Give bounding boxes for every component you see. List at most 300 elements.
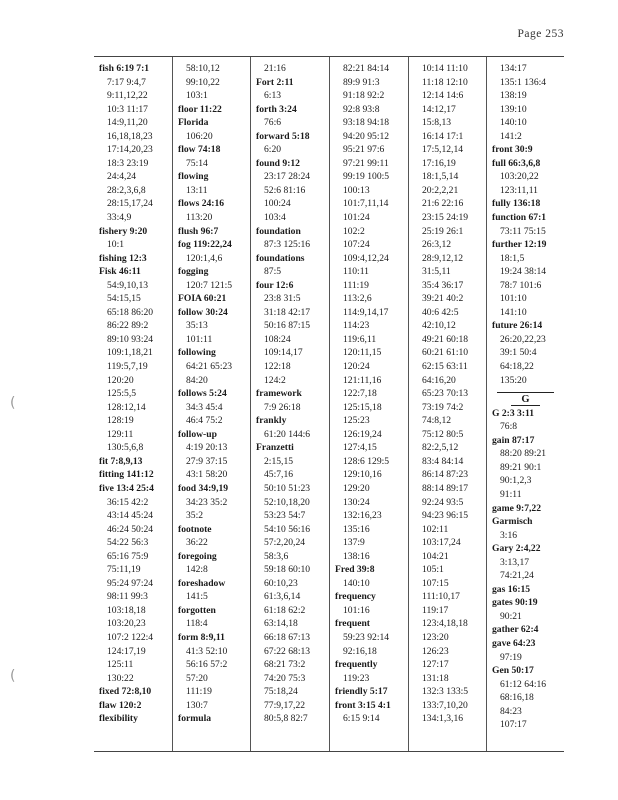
index-reference: 99:10,22 <box>186 76 220 88</box>
index-reference: 76:8 <box>500 421 518 433</box>
punch-hole-mark: ( <box>10 395 16 411</box>
index-term: flush 96:7 <box>178 225 219 237</box>
index-reference: 53:23 54:7 <box>264 510 306 522</box>
index-reference: 123:4,18,18 <box>422 618 468 630</box>
index-reference: 84:23 <box>500 705 522 717</box>
index-term: Gen 50:17 <box>492 665 534 677</box>
index-reference: 75:12 80:5 <box>422 428 464 440</box>
index-reference: 73:11 75:15 <box>500 225 546 237</box>
index-reference: 103:20,22 <box>500 171 539 183</box>
index-term: form 8:9,11 <box>178 631 225 643</box>
index-reference: 35:13 <box>186 320 208 332</box>
index-reference: 124:2 <box>264 374 286 386</box>
index-term: footnote <box>178 523 212 535</box>
index-reference: 52:6 81:16 <box>264 184 306 196</box>
index-reference: 6:15 9:14 <box>343 713 380 725</box>
index-reference: 105:1 <box>422 564 444 576</box>
index-reference: 100:13 <box>343 184 370 196</box>
index-reference: 128:12,14 <box>107 401 146 413</box>
index-reference: 65:18 86:20 <box>107 306 154 318</box>
index-reference: 20:2,2,21 <box>422 184 459 196</box>
index-reference: 50:16 87:15 <box>264 320 311 332</box>
index-reference: 118:4 <box>186 618 208 630</box>
index-reference: 139:10 <box>500 103 527 115</box>
index-reference: 100:24 <box>264 198 291 210</box>
index-reference: 87:5 <box>264 266 282 278</box>
index-reference: 103:4 <box>264 212 286 224</box>
index-reference: 90:1,2,3 <box>500 475 532 487</box>
index-reference: 119:5,7,19 <box>107 361 148 373</box>
index-reference: 91:18 92:2 <box>343 90 385 102</box>
index-reference: 25:19 26:1 <box>422 225 464 237</box>
index-reference: 18:1,5 <box>500 252 525 264</box>
index-reference: 88:14 89:17 <box>422 482 469 494</box>
index-reference: 103:20,23 <box>107 618 146 630</box>
index-reference: 59:18 60:10 <box>264 564 311 576</box>
index-reference: 23:15 24:19 <box>422 212 469 224</box>
index-reference: 50:10 51:23 <box>264 482 311 494</box>
index-term: frequent <box>335 618 370 630</box>
index-term: FOIA 60:21 <box>178 293 227 305</box>
index-reference: 120:11,15 <box>343 347 382 359</box>
index-term: forward 5:18 <box>256 130 310 142</box>
index-term: frequency <box>335 591 376 603</box>
index-term: frankly <box>256 415 287 427</box>
index-reference: 74:8,12 <box>422 415 452 427</box>
index-reference: 91:11 <box>500 488 522 500</box>
index-term: foreshadow <box>178 577 226 589</box>
index-reference: 54:15,15 <box>107 293 141 305</box>
index-term: gather 62:4 <box>492 624 539 636</box>
index-reference: 125:11 <box>107 659 134 671</box>
index-term: full 66:3,6,8 <box>492 157 541 169</box>
index-term: framework <box>256 388 302 400</box>
index-reference: 39:21 40:2 <box>422 293 464 305</box>
index-reference: 10:1 <box>107 239 125 251</box>
index-reference: 57:2,20,24 <box>264 537 306 549</box>
index-reference: 102:11 <box>422 523 449 535</box>
index-reference: 2:15,15 <box>264 455 294 467</box>
index-term: follow 30:24 <box>178 306 228 318</box>
index-reference: 46:24 50:24 <box>107 523 154 535</box>
index-reference: 21:16 <box>264 63 286 74</box>
index-reference: 107:17 <box>500 719 527 731</box>
index-reference: 132:3 133:5 <box>422 686 469 698</box>
index-reference: 68:16,18 <box>500 692 534 704</box>
index-term: fishery 9:20 <box>99 225 148 237</box>
index-term: flows 24:16 <box>178 198 225 210</box>
index-reference: 87:3 125:16 <box>264 239 311 251</box>
index-reference: 110:11 <box>343 266 369 278</box>
index-reference: 83:4 84:14 <box>422 455 464 467</box>
index-reference: 3:13,17 <box>500 556 530 568</box>
index-reference: 109:14,17 <box>264 347 303 359</box>
index-reference: 138:19 <box>500 90 527 102</box>
index-reference: 92:24 93:5 <box>422 496 464 508</box>
index-reference: 49:21 60:18 <box>422 333 469 345</box>
index-reference: 129:20 <box>343 482 370 494</box>
index-reference: 67:22 68:13 <box>264 645 311 657</box>
section-letter <box>487 393 564 407</box>
index-reference: 74:20 75:3 <box>264 672 306 684</box>
index-reference: 33:4,9 <box>107 212 132 224</box>
index-reference: 74:21,24 <box>500 570 534 582</box>
index-reference: 60:10,23 <box>264 577 298 589</box>
index-term: follows 5:24 <box>178 388 227 400</box>
index-reference: 61:3,6,14 <box>264 591 301 603</box>
index-reference: 103:18,18 <box>107 604 146 616</box>
index-reference: 54:22 56:3 <box>107 537 149 549</box>
index-reference: 119:17 <box>422 604 449 616</box>
index-reference: 140:10 <box>343 577 370 589</box>
index-reference: 64:16,20 <box>422 374 456 386</box>
index-term: found 9:12 <box>256 157 300 169</box>
index-reference: 17:5,12,14 <box>422 144 464 156</box>
index-reference: 109:1,18,21 <box>107 347 153 359</box>
index-reference: 23:17 28:24 <box>264 171 311 183</box>
index-term: Franzetti <box>256 442 294 454</box>
index-reference: 141:5 <box>186 591 208 603</box>
index-reference: 76:6 <box>264 117 282 129</box>
index-reference: 58:3,6 <box>264 550 289 562</box>
section-divider <box>487 387 564 393</box>
index-term: future 26:14 <box>492 320 543 332</box>
index-reference: 35:4 36:17 <box>422 279 464 291</box>
index-reference: 92:8 93:8 <box>343 103 380 115</box>
index-reference: 54:9,10,13 <box>107 279 149 291</box>
index-reference: 114:9,14,17 <box>343 306 389 318</box>
index-reference: 40:6 42:5 <box>422 306 459 318</box>
index-reference: 7:17 9:4,7 <box>107 76 146 88</box>
index-term: Fred 39:8 <box>335 564 375 576</box>
index-reference: 64:18,22 <box>500 361 534 373</box>
index-reference: 19:24 38:14 <box>500 266 547 278</box>
index-reference: 3:16 <box>500 529 518 541</box>
index-reference: 75:14 <box>186 157 208 169</box>
index-term: fully 136:18 <box>492 198 541 210</box>
index-reference: 61:20 144:6 <box>264 428 311 440</box>
index-reference: 120:1,4,6 <box>186 252 223 264</box>
index-reference: 16,18,18,23 <box>107 130 153 142</box>
index-reference: 56:16 57:2 <box>186 659 228 671</box>
index-reference: 77:9,17,22 <box>264 699 306 711</box>
index-reference: 95:24 97:24 <box>107 577 154 589</box>
punch-hole-mark: ( <box>10 668 16 684</box>
index-term: five 13:4 25:4 <box>99 482 154 494</box>
index-reference: 111:19 <box>186 686 212 698</box>
index-reference: 86:14 87:23 <box>422 469 469 481</box>
index-term: following <box>178 347 216 359</box>
index-term: Gary 2:4,22 <box>492 543 541 555</box>
index-reference: 35:2 <box>186 510 204 522</box>
index-reference: 107:15 <box>422 577 449 589</box>
index-reference: 73:19 74:2 <box>422 401 464 413</box>
index-reference: 64:21 65:23 <box>186 361 233 373</box>
index-term: frequently <box>335 659 378 671</box>
index-reference: 24:4,24 <box>107 171 137 183</box>
index-reference: 94:20 95:12 <box>343 130 390 142</box>
index-reference: 10:3 11:17 <box>107 103 148 115</box>
index-reference: 130:5,6,8 <box>107 442 144 454</box>
index-reference: 111:10,17 <box>422 591 460 603</box>
index-reference: 52:10,18,20 <box>264 496 310 508</box>
index-reference: 9:11,12,22 <box>107 90 148 102</box>
index-reference: 39:1 50:4 <box>500 347 537 359</box>
index-term: fishing 12:3 <box>99 252 147 264</box>
index-reference: 122:18 <box>264 361 291 373</box>
index-term: fixed 72:8,10 <box>99 686 152 698</box>
index-term: Fort 2:11 <box>256 76 294 88</box>
index-reference: 135:16 <box>343 523 370 535</box>
index-term: flaw 120:2 <box>99 699 142 711</box>
index-reference: 113:2,6 <box>343 293 372 305</box>
index-reference: 14:9,11,20 <box>107 117 148 129</box>
index-reference: 124:17,19 <box>107 645 146 657</box>
index-reference: 11:18 12:10 <box>422 76 468 88</box>
page-number: Page 253 <box>517 28 564 40</box>
index-reference: 126:23 <box>422 645 449 657</box>
index-reference: 140:10 <box>500 117 527 129</box>
index-reference: 80:5,8 82:7 <box>264 713 308 725</box>
index-term: forth 3:24 <box>256 103 297 115</box>
index-term: fitting 141:12 <box>99 469 154 481</box>
index-term: front 30:9 <box>492 144 533 156</box>
index-reference: 18:3 23:19 <box>107 157 149 169</box>
index-reference: 62:15 63:11 <box>422 361 468 373</box>
index-reference: 36:15 42:2 <box>107 496 149 508</box>
index-reference: 99:19 100:5 <box>343 171 390 183</box>
index-reference: 101:16 <box>343 604 370 616</box>
index-reference: 132:16,23 <box>343 510 382 522</box>
index-reference: 101:10 <box>500 293 527 305</box>
index-reference: 89:21 90:1 <box>500 461 542 473</box>
index-reference: 84:20 <box>186 374 208 386</box>
index-reference: 31:5,11 <box>422 266 451 278</box>
index-term: gates 90:19 <box>492 597 538 609</box>
index-reference: 92:16,18 <box>343 645 377 657</box>
index-reference: 12:14 14:6 <box>422 90 464 102</box>
index-reference: 108:24 <box>264 333 291 345</box>
index-reference: 101:24 <box>343 212 370 224</box>
index-reference: 61:18 62:2 <box>264 604 306 616</box>
index-column-2 <box>172 57 250 751</box>
index-term: front 3:15 4:1 <box>335 699 391 711</box>
index-reference: 125:15,18 <box>343 401 382 413</box>
index-reference: 135:1 136:4 <box>500 76 547 88</box>
index-term: forgotten <box>178 604 216 616</box>
index-reference: 46:4 75:2 <box>186 415 223 427</box>
index-reference: 26:3,12 <box>422 239 452 251</box>
index-reference: 43:1 58:20 <box>186 469 228 481</box>
index-reference: 127:4,15 <box>343 442 377 454</box>
index-reference: 34:3 45:4 <box>186 401 223 413</box>
index-term: flow 74:18 <box>178 144 221 156</box>
index-term: flexibility <box>99 713 138 725</box>
index-reference: 137:9 <box>343 537 365 549</box>
index-reference: 111:19 <box>343 279 369 291</box>
index-reference: 78:7 101:6 <box>500 279 542 291</box>
index-term: further 12:19 <box>492 239 547 251</box>
index-reference: 34:23 35:2 <box>186 496 228 508</box>
index-reference: 42:10,12 <box>422 320 456 332</box>
index-reference: 75:18,24 <box>264 686 298 698</box>
index-reference: 101:7,11,14 <box>343 198 389 210</box>
index-reference: 28:15,17,24 <box>107 198 153 210</box>
index-reference: 127:17 <box>422 659 449 671</box>
index-term: food 34:9,19 <box>178 482 229 494</box>
index-reference: 134:1,3,16 <box>422 713 464 725</box>
index-reference: 130:22 <box>107 672 134 684</box>
index-reference: 130:24 <box>343 496 370 508</box>
index-reference: 16:14 17:1 <box>422 130 464 142</box>
index-reference: 102:2 <box>343 225 365 237</box>
index-reference: 26:20,22,23 <box>500 333 546 345</box>
word-index <box>94 56 564 752</box>
index-term: fogging <box>178 266 209 278</box>
index-reference: 58:10,12 <box>186 63 220 74</box>
index-reference: 93:18 94:18 <box>343 117 390 129</box>
index-reference: 135:20 <box>500 374 527 386</box>
index-term: fit 7:8,9,13 <box>99 455 143 467</box>
index-reference: 97:19 <box>500 651 522 663</box>
index-reference: 36:22 <box>186 537 208 549</box>
index-reference: 126:19,24 <box>343 428 382 440</box>
index-reference: 23:8 31:5 <box>264 293 301 305</box>
index-reference: 6:20 <box>264 144 282 156</box>
index-reference: 114:23 <box>343 320 370 332</box>
index-reference: 122:7,18 <box>343 388 377 400</box>
index-reference: 68:21 73:2 <box>264 659 306 671</box>
index-reference: 121:11,16 <box>343 374 382 386</box>
index-reference: 86:22 89:2 <box>107 320 149 332</box>
index-term: flowing <box>178 171 209 183</box>
index-column-4 <box>329 57 408 751</box>
index-reference: 97:21 99:11 <box>343 157 389 169</box>
index-reference: 125:5,5 <box>107 388 137 400</box>
index-column-3 <box>250 57 329 751</box>
index-reference: 103:1 <box>186 90 208 102</box>
section-letter-text: G <box>511 394 539 406</box>
index-reference: 90:21 <box>500 610 522 622</box>
index-reference: 17:16,19 <box>422 157 456 169</box>
index-term: game 9:7,22 <box>492 502 542 514</box>
index-reference: 13:11 <box>186 184 208 196</box>
index-reference: 6:13 <box>264 90 282 102</box>
index-reference: 57:20 <box>186 672 208 684</box>
index-column-1 <box>94 57 172 751</box>
index-term: friendly 5:17 <box>335 686 388 698</box>
index-reference: 120:7 121:5 <box>186 279 233 291</box>
index-reference: 120:20 <box>107 374 134 386</box>
index-reference: 54:10 56:16 <box>264 523 311 535</box>
index-reference: 60:21 61:10 <box>422 347 469 359</box>
index-reference: 89:10 93:24 <box>107 333 154 345</box>
index-reference: 59:23 92:14 <box>343 631 390 643</box>
index-reference: 14:12,17 <box>422 103 456 115</box>
index-reference: 31:18 42:17 <box>264 306 311 318</box>
index-reference: 95:21 97:6 <box>343 144 385 156</box>
index-reference: 109:4,12,24 <box>343 252 389 264</box>
index-reference: 21:6 22:16 <box>422 198 464 210</box>
index-reference: 107:2 122:4 <box>107 631 154 643</box>
index-reference: 65:16 75:9 <box>107 550 149 562</box>
index-reference: 130:7 <box>186 699 208 711</box>
index-column-6 <box>486 57 564 751</box>
index-reference: 125:23 <box>343 415 370 427</box>
index-reference: 107:24 <box>343 239 370 251</box>
index-reference: 134:17 <box>500 63 527 74</box>
index-reference: 88:20 89:21 <box>500 448 547 460</box>
index-reference: 63:14,18 <box>264 618 298 630</box>
index-term: Florida <box>178 117 209 129</box>
index-reference: 98:11 99:3 <box>107 591 148 603</box>
index-reference: 123:11,11 <box>500 184 538 196</box>
index-reference: 129:11 <box>107 428 134 440</box>
index-reference: 4:19 20:13 <box>186 442 228 454</box>
index-reference: 61:12 64:16 <box>500 678 547 690</box>
index-term: gas 16:15 <box>492 583 531 595</box>
index-term: foundations <box>256 252 305 264</box>
index-reference: 17:14,20,23 <box>107 144 153 156</box>
index-reference: 119:23 <box>343 672 370 684</box>
index-term: foregoing <box>178 550 217 562</box>
index-term: four 12:6 <box>256 279 294 291</box>
index-reference: 82:2,5,12 <box>422 442 459 454</box>
index-reference: 75:11,19 <box>107 564 141 576</box>
index-term: Fisk 46:11 <box>99 266 141 278</box>
index-reference: 41:3 52:10 <box>186 645 228 657</box>
index-term: gave 64:23 <box>492 637 536 649</box>
index-column-5 <box>408 57 486 751</box>
index-term: foundation <box>256 225 301 237</box>
index-reference: 82:21 84:14 <box>343 63 390 74</box>
index-reference: 141:10 <box>500 306 527 318</box>
index-reference: 43:14 45:24 <box>107 510 154 522</box>
index-term: G 2:3 3:11 <box>492 407 535 419</box>
index-reference: 89:9 91:3 <box>343 76 380 88</box>
index-reference: 120:24 <box>343 361 370 373</box>
index-term: Garmisch <box>492 516 533 528</box>
index-reference: 101:11 <box>186 333 213 345</box>
index-reference: 66:18 67:13 <box>264 631 311 643</box>
index-term: gain 87:17 <box>492 434 535 446</box>
index-reference: 123:20 <box>422 631 449 643</box>
index-reference: 113:20 <box>186 212 213 224</box>
index-term: follow-up <box>178 428 217 440</box>
index-reference: 28:2,3,6,8 <box>107 184 146 196</box>
index-reference: 10:14 11:10 <box>422 63 468 74</box>
index-reference: 133:7,10,20 <box>422 699 468 711</box>
index-reference: 18:1,5,14 <box>422 171 459 183</box>
index-reference: 106:20 <box>186 130 213 142</box>
index-reference: 129:10,16 <box>343 469 382 481</box>
index-reference: 104:21 <box>422 550 449 562</box>
index-term: function 67:1 <box>492 212 547 224</box>
index-reference: 131:18 <box>422 672 449 684</box>
index-reference: 94:23 96:15 <box>422 510 469 522</box>
index-reference: 128:6 129:5 <box>343 455 390 467</box>
index-reference: 128:19 <box>107 415 134 427</box>
index-reference: 119:6,11 <box>343 333 377 345</box>
index-reference: 15:8,13 <box>422 117 452 129</box>
index-reference: 45:7,16 <box>264 469 294 481</box>
index-reference: 138:16 <box>343 550 370 562</box>
index-reference: 28:9,12,12 <box>422 252 464 264</box>
index-reference: 103:17,24 <box>422 537 461 549</box>
index-term: fog 119:22,24 <box>178 239 232 251</box>
index-reference: 27:9 37:15 <box>186 455 228 467</box>
index-term: formula <box>178 713 212 725</box>
